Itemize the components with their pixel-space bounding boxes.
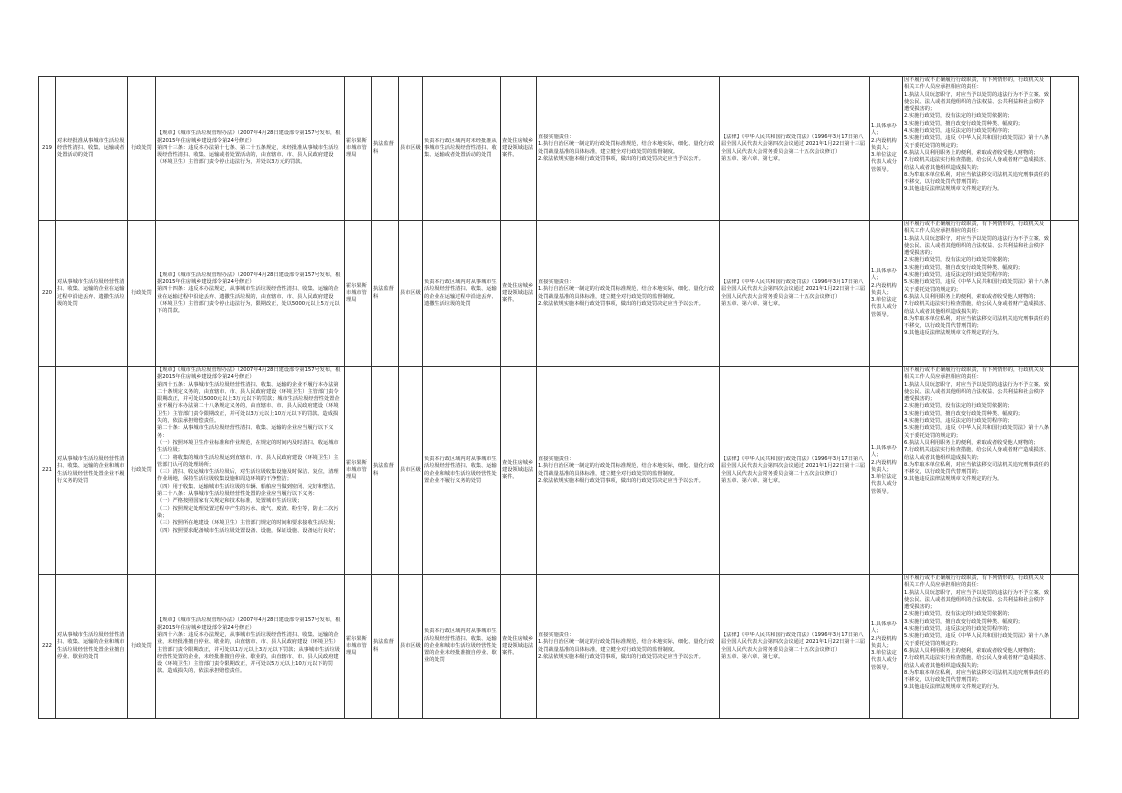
item-type: 行政处罚 [128,221,156,367]
legal-basis: 【规章】《城市生活垃圾管理办法》（2007年4月28日建设部令第157号发布，根据2015年住房城乡建设部令第24号修正） 第四十三条：违反本办法第十七条、第二十五条规定，未经批准从事城市生活垃圾经营性清扫、收集、运输或者处置活动的，由直辖市、市、县人民政府建设（环境卫生）主管部门责令停止违法行为，并处以3万元的罚款。 [157,130,341,166]
liability-cases: 因不履行或不正确履行行政职责，有下列情形的，行政机关及相关工作人员应承担相应的责任： 1.执法人员玩忽职守，对应当予以处罚的违法行为不予立案、致使公民、法人或者其他组织的合法权益、公共利益和社会秩序遭受损害的； 2.实施行政处罚，没有法定的行政处罚依据的； 3.实施行政处罚，擅自改变行政处罚种类、幅度的； 4.实施行政处罚，违反法定的行政处罚程序的； 5.实施行政处罚，违反《中华人民共和国行政处罚法》第十八条关于委托处罚的规定的； 6.执法人员利用职务上的便利，索取或者收受他人财物的； 7.行政机关违法实行检查措施，给公民人身或者财产造成损害、给法人或者其他组织造成损失的； 8.为牟取本单位私利，对应当依法移交司法机关追究刑事责任的不移交，以行政处罚代替刑罚的； 9.其他违反法律法规规章文件规定的行为。 [904,221,1049,337]
item-name: 对未经批准从事城市生活垃圾经营性清扫、收集、运输或者处置活动的处罚 [56,77,128,221]
responsible-subject: 1.具体承办人； 2.内设机构负责人； 3.单位法定代表人或分管领导。 [871,444,897,495]
legal-basis: 【规章】《城市生活垃圾管理办法》（2007年4月28日建设部令第157号发布，根据2015年住房城乡建设部令第24号修正） 第四十五条：从事城市生活垃圾经营性清扫、收集、运输的企业不履行本办法第二十条规定义务的，由直辖市、市、县人民政府建设（环境卫生）主管部门责令限期改正，并可处以5000元以上3万元以下的罚款；城市生活垃圾经营性处置企业不履行本办法第二十八条规定义务的，由直辖市、市、县人民政府建设（环境卫生）主管部门责令限期改正，并可处以3万元以上10万元以下的罚款。造成损失的，依法承担赔偿责任。 第二十条：从事城市生活垃圾经营性清扫、收集、运输的企业应当履行以下义务： （一）按照环境卫生作业标准和作业规范，在规定的时间内及时清扫、收运城市生活垃圾； （二）将收集的城市生活垃圾运到直辖市、市、县人民政府建设（环境卫生）主管部门认可的处理场所； （三）清扫、收运城市生活垃圾后，对生活垃圾收集设施及时保洁、复位，清理作业场地，保持生活垃圾收集设施和周边环境的干净整洁； （四）用于收集、运输城市生活垃圾的车辆、船舶应当做到密闭、完好和整洁。 第二十八条：从事城市生活垃圾经营性处置的企业应当履行以下义务： （一）严格按照国家有关规定和技术标准，处置城市生活垃圾； （二）按照规定处理处置过程中产生的污水、废气、废渣、粉尘等，防止二次污染； （三）按照所在地建设（环境卫生）主管部门规定的时间和要求接收生活垃圾； （四）按照要求配备城市生活垃圾处置设备、设施，保证设施、设备运行良好； [157,367,341,534]
legal-basis: 【规章】《城市生活垃圾管理办法》（2007年4月28日建设部令第157号发布，根据2015年住房城乡建设部令第24号修正） 第四十六条：违反本办法规定，从事城市生活垃圾经营性清扫、收集、运输的企业，未经批准擅自停业、歇业的，由直辖市、市、县人民政府建设（环境卫生）主管部门责令限期改正，并可处以1万元以上3万元以下罚款；从事城市生活垃圾经营性处置的企业，未经批准擅自停业、歇业的，由直辖市、市、县人民政府建设（环境卫生）主管部门责令限期改正，并可处以5万元以上10万元以下的罚款。造成损失的，依法承担赔偿责任。 [157,617,341,675]
responsibility-scope: 负责本行政区域内对未经批准从事城市生活垃圾经营性清扫、收集、运输或者处置活动的处罚 [424,137,497,159]
duty-legal-basis: 【法律】《中华人民共和国行政处罚法》（1996年3月17日第八届全国人民代表大会第四次会议通过 2021年1月22日第十三届全国人民代表大会常务委员会第二十五次会议修订） 第五章、第六章、第七章。 [721,631,866,660]
responsible-office: 执法监督科 [372,77,399,221]
responsible-subject: 1.具体承办人； 2.内设机构负责人； 3.单位法定代表人或分管领导。 [871,267,897,318]
responsibility-scope: 负责本行政区域内对从事城市生活垃圾经营性清扫、收集、运输的企业和城市生活垃圾经营性处置企业不履行义务的处罚 [424,455,497,484]
duty-details: 直接实施责任： 1.执行自治区统一制定的行政处罚标准规范，结合本地实际，细化、量化行政处罚裁量基准的具体标准，建立健全对行政处罚的监督制度。 2.依法依规实施本级行政处罚事项，做出的行政处罚决定应当予以公开。 [538,133,715,162]
implementing-department: 霍尔果斯市城市管理局 [345,575,372,719]
row-number: 220 [39,221,56,367]
admin-level: 县市区级 [399,77,423,221]
responsible-office: 执法监督科 [372,575,399,719]
liability-cases: 因不履行或不正确履行行政职责，有下列情形的，行政机关及相关工作人员应承担相应的责任： 1.执法人员玩忽职守，对应当予以处罚的违法行为不予立案、致使公民、法人或者其他组织的合法权益、公共利益和社会秩序遭受损害的； 2.实施行政处罚，没有法定的行政处罚依据的； 3.实施行政处罚，擅自改变行政处罚种类、幅度的； 4.实施行政处罚，违反法定的行政处罚程序的； 5.实施行政处罚，违反《中华人民共和国行政处罚法》第十八条关于委托处罚的规定的； 6.执法人员利用职务上的便利，索取或者收受他人财物的； 7.行政机关违法实行检查措施，给公民人身或者财产造成损害、给法人或者其他组织造成损失的； 8.为牟取本单位私利，对应当依法移交司法机关追究刑事责任的不移交，以行政处罚代替刑罚的； 9.其他违反法律法规规章文件规定的行为。 [904,77,1049,193]
responsibility-scope: 负责本行政区域内对从事城市生活垃圾经营性清扫、收集、运输的企业在运输过程中沿途丢弃、遗撒生活垃圾的处罚 [424,278,497,307]
item-name: 对从事城市生活垃圾经营性清扫、收集、运输的企业和城市生活垃圾经营性处置企业擅自停业、歇业的处罚 [56,575,128,719]
remarks [1051,77,1079,221]
liability-cases: 因不履行或不正确履行行政职责，有下列情形的，行政机关及相关工作人员应承担相应的责任： 1.执法人员玩忽职守，对应当予以处罚的违法行为不予立案、致使公民、法人或者其他组织的合法权益、公共利益和社会秩序遭受损害的； 2.实施行政处罚，没有法定的行政处罚依据的； 3.实施行政处罚，擅自改变行政处罚种类、幅度的； 4.实施行政处罚，违反法定的行政处罚程序的； 5.实施行政处罚，违反《中华人民共和国行政处罚法》第十八条关于委托处罚的规定的； 6.执法人员利用职务上的便利，索取或者收受他人财物的； 7.行政机关违法实行检查措施，给公民人身或者财产造成损害、给法人或者其他组织造成损失的； 8.为牟取本单位私利，对应当依法移交司法机关追究刑事责任的不移交，以行政处罚代替刑罚的； 9.其他违反法律法规规章文件规定的行为。 [904,575,1049,691]
remarks [1051,575,1079,719]
item-type: 行政处罚 [128,575,156,719]
admin-level: 县市区级 [399,221,423,367]
remarks [1051,221,1079,367]
responsible-subject: 1.具体承办人； 2.内设机构负责人； 3.单位法定代表人或分管领导。 [871,122,897,173]
responsible-office: 执法监督科 [372,221,399,367]
row-number: 222 [39,575,56,719]
responsible-subject: 1.具体承办人； 2.内设机构负责人； 3.单位法定代表人或分管领导。 [871,620,897,671]
duty-details: 直接实施责任： 1.执行自治区统一制定的行政处罚标准规范，结合本地实际，细化、量化行政处罚裁量基准的具体标准，建立健全对行政处罚的监督制度。 2.依法依规实施本级行政处罚事项，做出的行政处罚决定应当予以公开。 [538,455,715,484]
duty-details: 直接实施责任： 1.执行自治区统一制定的行政处罚标准规范，结合本地实际，细化、量化行政处罚裁量基准的具体标准，建立健全对行政处罚的监督制度。 2.依法依规实施本级行政处罚事项，做出的行政处罚决定应当予以公开。 [538,631,715,660]
item-type: 行政处罚 [128,367,156,575]
table-row [39,221,1079,367]
remarks [1051,367,1079,575]
row-number: 219 [39,77,56,221]
duty-details: 直接实施责任： 1.执行自治区统一制定的行政处罚标准规范，结合本地实际，细化、量化行政处罚裁量基准的具体标准，建立健全对行政处罚的监督制度。 2.依法依规实施本级行政处罚事项，做出的行政处罚决定应当予以公开。 [538,278,715,307]
responsible-office: 执法监督科 [372,367,399,575]
legal-basis: 【规章】《城市生活垃圾管理办法》（2007年4月28日建设部令第157号发布，根据2015年住房城乡建设部令第24号修正） 第四十四条：违反本办法规定，从事城市生活垃圾经营性清扫、收集、运输的企业在运输过程中沿途丢弃、遗撒生活垃圾的，由直辖市、市、县人民政府建设（环境卫生）主管部门责令停止违法行为，限期改正，处以5000元以上5万元以下的罚款。 [157,271,341,315]
duty-legal-basis: 【法律】《中华人民共和国行政处罚法》（1996年3月17日第八届全国人民代表大会第四次会议通过 2021年1月22日第十三届全国人民代表大会常务委员会第二十五次会议修订） 第五章、第六章、第七章。 [721,133,866,162]
acceptance-scope: 查处住房城乡建设领域违法案件。 [501,575,537,719]
responsibility-table [38,76,1079,719]
table-row [39,367,1079,575]
responsibility-scope: 负责本行政区域内对从事城市生活垃圾经营性清扫、收集、运输的企业和城市生活垃圾经营性处置的企业未经批准擅自停业、歇业的处罚 [424,628,497,664]
implementing-department: 霍尔果斯市城市管理局 [345,221,372,367]
item-name: 对从事城市生活垃圾经营性清扫、收集、运输的企业在运输过程中沿途丢弃、遗撒生活垃圾的处罚 [56,221,128,367]
liability-cases: 因不履行或不正确履行行政职责，有下列情形的，行政机关及相关工作人员应承担相应的责任： 1.执法人员玩忽职守，对应当予以处罚的违法行为不予立案、致使公民、法人或者其他组织的合法权益、公共利益和社会秩序遭受损害的； 2.实施行政处罚，没有法定的行政处罚依据的； 3.实施行政处罚，擅自改变行政处罚种类、幅度的； 4.实施行政处罚，违反法定的行政处罚程序的； 5.实施行政处罚，违反《中华人民共和国行政处罚法》第十八条关于委托处罚的规定的； 6.执法人员利用职务上的便利，索取或者收受他人财物的； 7.行政机关违法实行检查措施，给公民人身或者财产造成损害、给法人或者其他组织造成损失的； 8.为牟取本单位私利，对应当依法移交司法机关追究刑事责任的不移交，以行政处罚代替刑罚的； 9.其他违反法律法规规章文件规定的行为。 [904,367,1049,483]
acceptance-scope: 查处住房城乡建设领域违法案件。 [501,367,537,575]
duty-legal-basis: 【法律】《中华人民共和国行政处罚法》（1996年3月17日第八届全国人民代表大会第四次会议通过 2021年1月22日第十三届全国人民代表大会常务委员会第二十五次会议修订） 第五章、第六章、第七章。 [721,455,866,484]
table-row [39,77,1079,221]
admin-level: 县市区级 [399,575,423,719]
admin-level: 县市区级 [399,367,423,575]
item-name: 对从事城市生活垃圾经营性清扫、收集、运输的企业和城市生活垃圾经营性处置企业不履行义务的处罚 [56,367,128,575]
row-number: 221 [39,367,56,575]
implementing-department: 霍尔果斯市城市管理局 [345,77,372,221]
acceptance-scope: 查处住房城乡建设领域违法案件。 [501,77,537,221]
duty-legal-basis: 【法律】《中华人民共和国行政处罚法》（1996年3月17日第八届全国人民代表大会第四次会议通过 2021年1月22日第十三届全国人民代表大会常务委员会第二十五次会议修订） 第五章、第六章、第七章。 [721,278,866,307]
table-row [39,575,1079,719]
implementing-department: 霍尔果斯市城市管理局 [345,367,372,575]
item-type: 行政处罚 [128,77,156,221]
acceptance-scope: 查处住房城乡建设领域违法案件。 [501,221,537,367]
